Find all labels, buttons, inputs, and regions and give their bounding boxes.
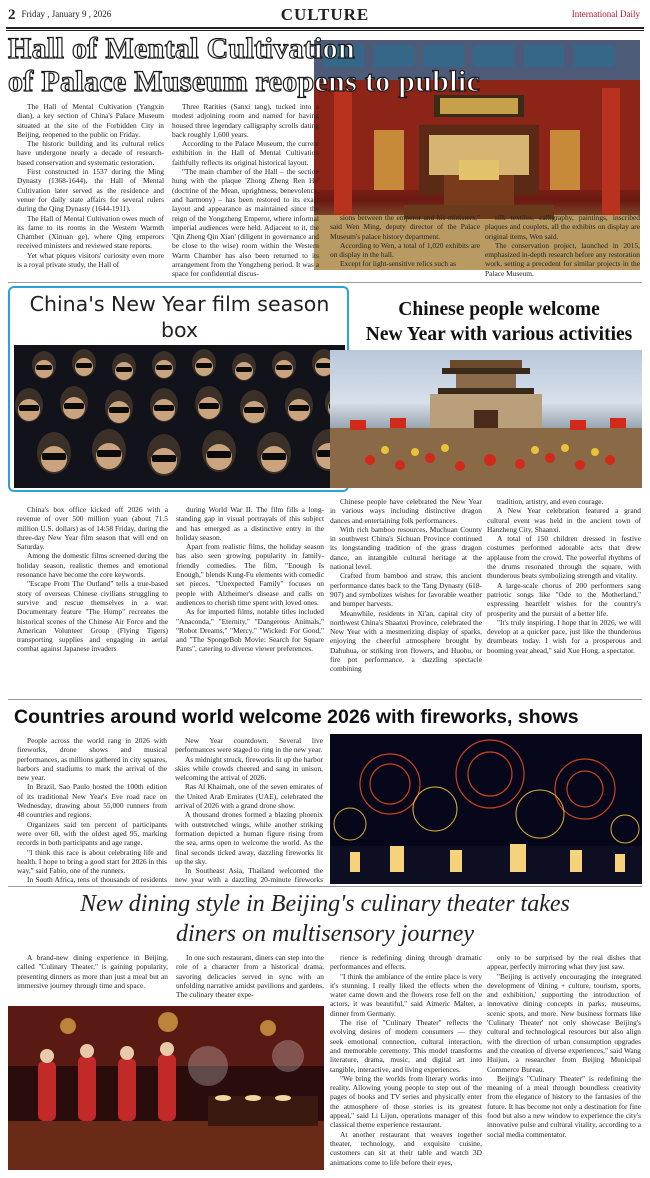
paragraph: In Brazil, Sao Paulo hosted the 100th edition of its traditional New Year's Eve road race on Wednesday, drawing about 55,000 runners from 48 countries and regions. xyxy=(17,782,167,820)
article2-headline-line1: China's New Year film season box xyxy=(29,292,330,342)
paragraph: As midnight struck, fireworks lit up the harbor skies while crowds cheered and sang in unison, welcoming the arrival of 2026. xyxy=(175,754,323,783)
paragraph: The Hall of Mental Cultivation (Yangxin dian), a key section of China's Palace Museum situated at the site of the Forbidden City in Beijing, reopened to the public on Friday. xyxy=(17,102,164,139)
paragraph: "Escape From The Outland" tells a true-based story of overseas Chinese civilians struggling to survive and rescue themselves in a war. Documentary feature "The Hump" recreates the historical scenes of the Chinese Air Force and the American Volunteer Group (Flying Tigers) transporting supplies and engaging in aerial combat against Japanese invaders xyxy=(17,579,168,654)
paragraph: "The main chamber of the Hall – the section hung with the plaque 'Zhong Zheng Ren He' (doctrine of the Mean, uprightness, benevolence, and harmony) – has been restored to its exact layout and appearance as maintained since the reign of the Yongzheng Emperor, where informal imperial audiences were held. Adjacent to it, the 'Qin Zheng Qin Xian' (diligent in governance and be close to the wise) room within the Western Warm Chamber has also been returned to its arrangement from the Yongzheng period. It was a space for confidential discus- xyxy=(172,167,319,279)
header-rule-thin xyxy=(6,30,644,31)
paragraph: Chinese people have celebrated the New Year in various ways including distinctive dragon dances and entertaining folk performances. xyxy=(330,497,482,525)
paragraph: tradition, artistry, and even courage. xyxy=(497,497,604,506)
article1-column-3 xyxy=(330,213,480,279)
paragraph: First constructed in 1537 during the Ming Dynasty (1368-1644), the Hall of Mental Cultivation later served as the residence and venue for daily state affairs for several rulers during the Qing Dynasty (1644-1911). xyxy=(17,167,164,214)
paragraph: The rise of "Culinary Theater" reflects the evolving desires of modern consumers — they seek emotional connection, cultural interaction, and memorable ceremony. This model transforms literature, drama, music, and digital art into tangible, interactive, and living experiences. xyxy=(330,1018,482,1074)
paragraph: In Southeast Asia, Thailand welcomed the new year with a dazzling 20-minute fireworks xyxy=(175,866,323,884)
section-name: CULTURE xyxy=(280,5,370,24)
paragraph: According to Wen, a total of 1,020 exhibits are on display in the hall. xyxy=(330,240,480,260)
article3-headline-line2: New Year with various activities xyxy=(365,324,633,345)
section-divider xyxy=(8,282,642,283)
cinema-audience-illustration xyxy=(14,345,345,488)
paragraph: People across the world rang in 2026 with fireworks, drone shows and musical performances, as millions gathered in city squares, harbors and stadiums to mark the arrival of the new year. xyxy=(17,736,167,783)
article5-column-3 xyxy=(330,953,482,1173)
paragraph: Meanwhile, residents in Xi'an, capital city of northwest China's Shaanxi Province, celebrated the New Year with a mesmerizing display of sparks, enjoying the cheerful atmosphere brought by Dahuhua, or striking iron flowers, and Huohu, or fire pot performance, a dazzling spectacle combining xyxy=(330,608,482,674)
paragraph: "I think this race is about celebrating life and health. I hope to bring a good start for 2026 in this way," said Fabio, one of the runners. xyxy=(17,847,167,876)
paragraph: The Hall of Mental Cultivation owes much of its fame to its rooms in the Western Warmth Chamber (Xinuan ge), where Qing emperors received ministers and reviewed state reports. xyxy=(17,213,164,251)
paragraph: silk textiles, calligraphy, paintings, inscribed plaques and couplets, all the exhibits on display are original items, Wen said. xyxy=(485,213,640,241)
article1-headline xyxy=(8,32,548,98)
article4-column-1 xyxy=(17,736,167,884)
article3-headline xyxy=(358,297,640,347)
paragraph: rience is redefining dining through dramatic performances and effects. xyxy=(330,953,482,972)
article1-headline-line2: of Palace Museum reopens to public xyxy=(8,65,481,98)
paragraph: A total of 150 children dressed in festive costumes performed adorable acts that drew applause from the crowd. The powerful rhythms of the drums resonated through the square, with thunderous beats symbolizing strength and vitality. xyxy=(487,534,641,581)
article1-column-4 xyxy=(485,213,640,279)
paragraph: "I think the ambiance of the entire place is very it's stunning. I really liked the effects when the water came down and the flowers rose fell on the actors, it was beautiful," said Aimeric Malter, a dinner from Germany. xyxy=(330,971,482,1018)
article4-headline: Countries around world welcome 2026 with fireworks, shows xyxy=(14,706,579,728)
article5-column-4 xyxy=(487,953,641,1173)
paragraph: Beijing's "Culinary Theater" is redefining the meaning of a meal through boundless creativity from the elegance of history to the fantasies of the future. It has become not only a destination for fine food but also a new window to experience the city's innovative pulse and cultural vitality, according to a social media commentator. xyxy=(487,1073,641,1139)
paragraph: "Beijing is actively encouraging the integrated development of 'dining + culture, tourism, sports, and exhibition,' supporting the introduction of innovative dining concepts in parks, museums, scenic spots, and more. New business formats like 'Culinary Theater' not only showcase Beijing's cultural and technological resources but also align with the direction of urban consumption upgrades and the creation of diverse experiences," said Wang Huijun, a researcher from Beijing Municipal Commerce Bureau. xyxy=(487,971,641,1074)
culinary-theater-illustration xyxy=(8,1006,324,1170)
festival-plaza-illustration xyxy=(330,350,642,488)
header-rule xyxy=(6,27,644,29)
article5-column-2 xyxy=(176,953,324,1005)
paragraph: sions between the emperor and his ministers," said Wen Ming, deputy director of the Palace Museum's palace history department. xyxy=(330,213,480,241)
article1-headline-line1: Hall of Mental Cultivation xyxy=(8,32,355,65)
article5-headline xyxy=(0,889,650,949)
paragraph: The conservation project, launched in 2015, emphasized in-depth research before any restoration work, setting a precedent for similar projects in the Palace Museum. xyxy=(485,240,640,278)
paragraph: New Year countdown. Several live performances were staged to ring in the new year. xyxy=(175,736,323,755)
article3-column-1 xyxy=(330,497,482,695)
page-number: 2 xyxy=(8,7,16,23)
article4-column-2 xyxy=(175,736,323,884)
paragraph: According to the Palace Museum, the current exhibition in the Hall of Mental Cultivation faithfully reflects its original historical layout. xyxy=(172,139,319,167)
paragraph: during World War II. The film fills a long-standing gap in visual portrayals of this subject and has emerged as a distinctive entry in the holiday season. xyxy=(176,505,324,542)
publication-name: International Daily xyxy=(571,9,640,19)
paragraph: China's box office kicked off 2026 with a revenue of over 500 million yuan (about 71.5 million U.S. dollars) as of 14:58 Friday, during the three-day New Year film season that will end on Saturday. xyxy=(17,505,168,552)
paragraph: In one such restaurant, diners can step into the role of a character from a historical drama, savoring delicacies served in sync with an unfolding narrative amidst pavilions and gardens. The culinary theater expe- xyxy=(176,953,324,1000)
paragraph: As for imported films, notable titles included "Anaconda," "Eternity," "Dangerous Animals," "Robot Dreams," "Mercy," "Wicked: For Good," and "The SpongeBob Movie: Search for Square Pants", catering to diverse viewer preferences. xyxy=(176,607,324,654)
paragraph: Ras Al Khaimah, one of the seven emirates of the United Arab Emirates (UAE), celebrated the arrival of 2026 with a grand drone show. xyxy=(175,782,323,811)
paragraph: Crafted from bamboo and straw, this ancient performance dates back to the Tang Dynasty (618-907) and symbolizes wishes for favorable weather and bumper harvests. xyxy=(330,571,482,609)
paragraph: "It's truly inspiring. I hope that in 2026, we will develop at a quicker pace, just like the thunderous drumbeats today. I wish for a prosperous and booming year ahead," said Xue Hong, a spectator. xyxy=(487,617,641,655)
paragraph: A brand-new dining experience in Beijing, called "Culinary Theater," is gaining popularity, presenting dinners as more than just a meal but an immersive journey through time and space. xyxy=(17,953,168,990)
article5-column-1 xyxy=(17,953,168,1005)
paragraph: Except for light-sensitive relics such as xyxy=(340,259,456,269)
paragraph: "We bring the worlds from literary works into reality. Allowing young people to step out of the pages of books and TV series and physically enter the atmosphere of those stories is its greatest appeal," said Li Lijun, operations manager of this classical theme experience restaurant. xyxy=(330,1073,482,1130)
paragraph: A thousand drones formed a blazing phoenix with outstretched wings, while another striking formation depicted a human figure rising from the sea, arms open to welcome the world. As the final seconds ticked away, dazzling fireworks lit up the sky. xyxy=(175,810,323,866)
paragraph: Apart from realistic films, the holiday season has also seen growing popularity in family-friendly comedies. The film, "Enough Is Enough," blends Kung-Fu elements with comedic set pieces. "Unexpected Family" focuses on people with Alzheimer's disease and calls on audiences to cherish time spent with loved ones. xyxy=(176,542,324,607)
paragraph: A large-scale chorus of 200 performers sang patriotic songs like "Ode to the Motherland," expressing heartfelt wishes for the country's prosperity and the pursuit of a better life. xyxy=(487,580,641,618)
paragraph: The historic building and its cultural relics have undergone nearly a decade of research-based conservation and systematic restoration. xyxy=(17,139,164,167)
paragraph: Three Rarities (Sanxi tang), tucked into a modest adjoining room and named for having housed three legendary calligraphy scrolls dating back roughly 1,600 years. xyxy=(172,102,319,139)
article3-column-2 xyxy=(487,497,641,695)
paragraph: Organizers said ten percent of participants were over 60, with the oldest aged 95, marking records in both participants and age range. xyxy=(17,819,167,848)
culinary-theater-photo xyxy=(8,1006,324,1170)
article1-column-1 xyxy=(17,102,164,280)
festival-plaza-photo xyxy=(330,350,642,488)
paragraph: With rich bamboo resources, Muchuan County in southwest China's Sichuan Province continued its longstanding tradition of the grass dragon dance, an intangible cultural heritage at the national level. xyxy=(330,524,482,572)
article5-headline-line1: New dining style in Beijing's culinary theater takes xyxy=(80,891,570,917)
paragraph: only to be surprised by the real dishes that appear, perfectly mirroring what they just saw. xyxy=(487,953,641,972)
article1-column-2 xyxy=(172,102,319,280)
fireworks-photo xyxy=(330,734,642,884)
paragraph: In South Africa, tens of thousands of residents xyxy=(27,875,167,884)
section-divider xyxy=(8,886,642,887)
article5-headline-line2: diners on multisensory journey xyxy=(176,921,474,947)
fireworks-illustration xyxy=(330,734,642,884)
paragraph: Among the domestic films screened during the holiday season, realistic themes and emotional resonance have become the core keywords. xyxy=(17,551,168,580)
article2-column-2 xyxy=(176,505,324,695)
paragraph: At another restaurant that weaves together theater, technology, and exquisite cuisine, customers can sit at their table and watch 3D animations come to life before their eyes, xyxy=(330,1129,482,1167)
paragraph: Yet what piques visitors' curiosity even more is a royal private study, the Hall of xyxy=(17,250,164,270)
paragraph: A New Year celebration featured a grand cultural event was held in the ancient town of Hanzheng City, Shaanxi. xyxy=(487,506,641,534)
article2-column-1 xyxy=(17,505,168,695)
cinema-audience-photo xyxy=(14,345,345,488)
issue-date: Friday , January 9 , 2026 xyxy=(21,9,112,19)
section-divider xyxy=(8,699,642,700)
article3-headline-line1: Chinese people welcome xyxy=(398,299,600,320)
